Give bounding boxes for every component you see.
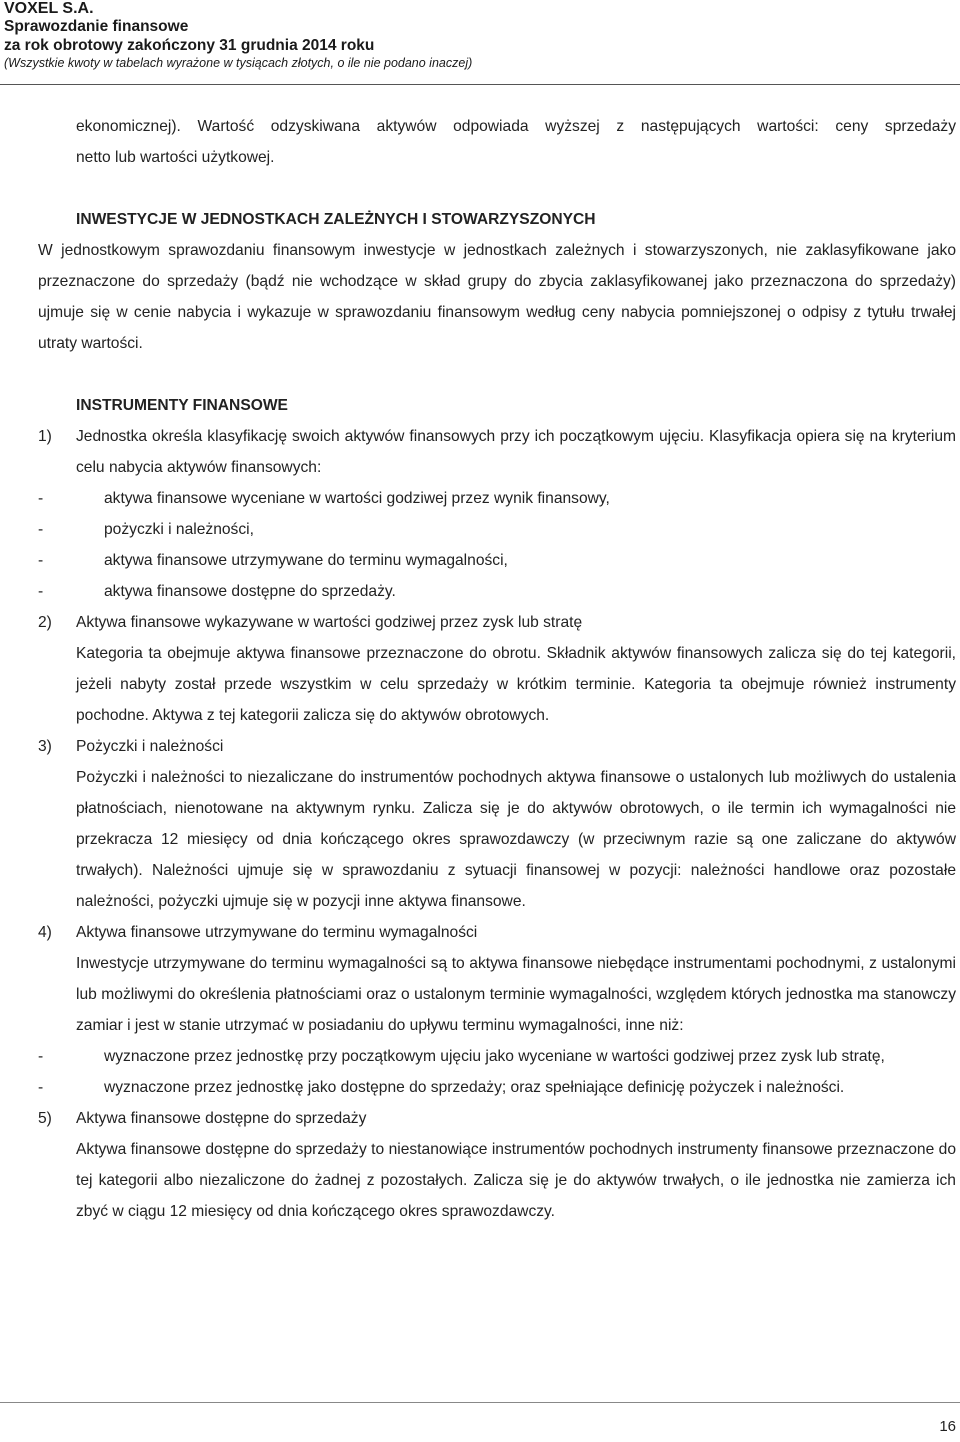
bullet-text: aktywa finansowe utrzymywane do terminu wymagalności, — [104, 552, 508, 569]
heading-instruments: INSTRUMENTY FINANSOWE — [76, 397, 288, 414]
bullet-dash: - — [38, 1048, 44, 1065]
bullet-text: wyznaczone przez jednostkę przy początkowym ujęciu jako wyceniane w wartości godziwej przez zysk lub stratę, — [104, 1048, 885, 1065]
item3-text: Pożyczki i należności to niezaliczane do instrumentów pochodnych aktywa finansowe o ustalonych lub możliwych do ustalenia płatnościach, nienotowane na aktywnym rynku. Zalicza się je do aktywów obrotowych, o ile termin ich wymagalności nie przekracza 12 miesięcy od dnia kończącego okres sprawozdawczy (w przeciwnym razie są one zaliczane do aktywów trwałych). Należności ujmuje się w sprawozdaniu z sytuacji finansowej w pozycji: należności handlowe oraz pozostałe należności, pożyczki ujmuje się w pozycji inne aktywa finansowe. — [76, 769, 956, 910]
item4-title: Aktywa finansowe utrzymywane do terminu wymagalności — [76, 924, 478, 941]
intro-line-2: netto lub wartości użytkowej. — [76, 149, 275, 166]
bullet-text: aktywa finansowe wyceniane w wartości godziwej przez wynik finansowy, — [104, 490, 610, 507]
list-item — [0, 1041, 960, 1072]
page-number: 16 — [939, 1418, 956, 1435]
bullet-dash: - — [38, 583, 44, 600]
list-item — [0, 1072, 960, 1103]
page-header — [4, 0, 954, 71]
header-divider — [0, 84, 960, 85]
list-item-5 — [0, 1103, 960, 1134]
heading-investments: INWESTYCJE W JEDNOSTKACH ZALEŻNYCH I STOWARZYSZONYCH — [76, 211, 596, 228]
intro-line-1: ekonomicznej). Wartość odzyskiwana aktywów odpowiada wyższej z następujących wartości: ceny sprzedaży — [76, 118, 956, 135]
item2-text: Kategoria ta obejmuje aktywa finansowe przeznaczone do obrotu. Składnik aktywów finansowych zalicza się do tej kategorii, jeżeli nabyty został przede wszystkim w celu sprzedaży w krótkim terminie. Kategoria ta obejmuje również instrumenty pochodne. Aktywa z tej kategorii zalicza się do aktywów obrotowych. — [76, 645, 956, 724]
list-item — [0, 545, 960, 576]
bullet-text: aktywa finansowe dostępne do sprzedaży. — [104, 583, 396, 600]
list-item-2 — [0, 607, 960, 638]
list-number: 1) — [38, 428, 52, 445]
item1-text: Jednostka określa klasyfikację swoich aktywów finansowych przy ich początkowym ujęciu. Klasyfikacja opiera się na kryterium celu nabycia aktywów finansowych: — [76, 428, 956, 476]
bullet-dash: - — [38, 490, 44, 507]
list-item-1 — [0, 421, 960, 483]
page-content — [0, 111, 960, 1227]
item5-title: Aktywa finansowe dostępne do sprzedaży — [76, 1110, 367, 1127]
amounts-note: (Wszystkie kwoty w tabelach wyrażone w tysiącach złotych, o ile nie podano inaczej) — [4, 56, 473, 70]
item5-text: Aktywa finansowe dostępne do sprzedaży to niestanowiące instrumentów pochodnych instrumenty finansowe przeznaczone do tej kategorii albo niezaliczone do żadnej z pozostałych. Zalicza się je do aktywów trwałych, o ile jednostka nie zamierza ich zbyć w ciągu 12 miesięcy od dnia kończącego okres sprawozdawczy. — [76, 1141, 956, 1220]
bullet-text: pożyczki i należności, — [104, 521, 254, 538]
item2-title: Aktywa finansowe wykazywane w wartości godziwej przez zysk lub stratę — [76, 614, 583, 631]
bullet-dash: - — [38, 1079, 44, 1096]
company-name: VOXEL S.A. — [4, 0, 94, 17]
list-item — [0, 514, 960, 545]
list-number: 3) — [38, 738, 52, 755]
bullet-dash: - — [38, 521, 44, 538]
bullet-dash: - — [38, 552, 44, 569]
list-number: 5) — [38, 1110, 52, 1127]
list-item — [0, 576, 960, 607]
list-number: 2) — [38, 614, 52, 631]
document-title: Sprawozdanie finansowe — [4, 18, 189, 35]
list-item-3 — [0, 731, 960, 762]
item4-text: Inwestycje utrzymywane do terminu wymagalności są to aktywa finansowe niebędące instrumentami pochodnymi, z ustalonymi lub możliwymi do określenia płatnościami oraz o ustalonym terminie wymagalności, względem których jednostka ma stanowczy zamiar i jest w stanie utrzymać w posiadaniu do upływu terminu wymagalności, inne niż: — [76, 955, 956, 1034]
list-item — [0, 483, 960, 514]
item3-title: Pożyczki i należności — [76, 738, 224, 755]
list-number: 4) — [38, 924, 52, 941]
footer-divider — [0, 1402, 960, 1403]
bullet-text: wyznaczone przez jednostkę jako dostępne do sprzedaży; oraz spełniające definicję pożyczek i należności. — [104, 1079, 845, 1096]
list-item-4 — [0, 917, 960, 948]
document-period: za rok obrotowy zakończony 31 grudnia 2014 roku — [4, 37, 375, 54]
investments-paragraph: W jednostkowym sprawozdaniu finansowym inwestycje w jednostkach zależnych i stowarzyszonych, nie zaklasyfikowane jako przeznaczone do sprzedaży (bądź nie wchodzące w skład grupy do zbycia zaklasyfikowanej jako przeznaczona do sprzedaży) ujmuje się w cenie nabycia i wykazuje w sprawozdaniu finansowym według ceny nabycia pomniejszonej o odpisy z tytułu trwałej utraty wartości. — [38, 242, 956, 352]
